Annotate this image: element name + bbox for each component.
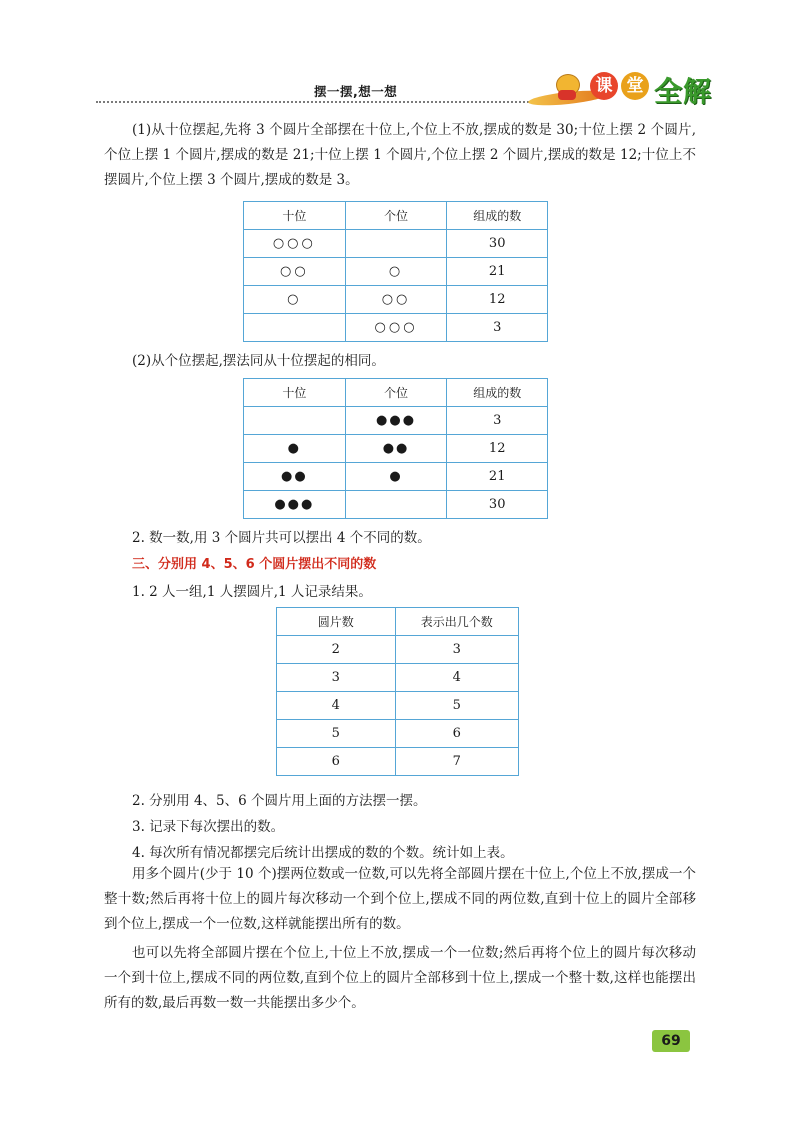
- number-count-cell: 4: [395, 664, 519, 692]
- number-count-cell: 5: [395, 692, 519, 720]
- table-row: [277, 720, 519, 748]
- table-row: [277, 664, 519, 692]
- bear-shirt-graphic: [558, 90, 576, 100]
- table-header-row: [244, 202, 548, 230]
- section-3-item-4: 4. 每次所有情况都摆完后统计出摆成的数的个数。统计如上表。: [132, 845, 514, 861]
- ones-cell: ○: [345, 258, 447, 286]
- table-tens-first: [243, 201, 548, 342]
- disc-count-cell: 5: [277, 720, 396, 748]
- table-row: [244, 435, 548, 463]
- header-cell: 十位: [244, 202, 346, 230]
- table-ones-first: [243, 378, 548, 519]
- number-cell: 21: [447, 258, 548, 286]
- header-cell: 表示出几个数: [395, 608, 519, 636]
- number-cell: 12: [447, 435, 548, 463]
- table-row: [277, 636, 519, 664]
- brand-char-tang: 堂: [621, 72, 649, 100]
- section-3-item-3: 3. 记录下每次摆出的数。: [132, 819, 285, 835]
- header-cell: 十位: [244, 379, 346, 407]
- section-3-title: 三、分别用 4、5、6 个圆片摆出不同的数: [132, 557, 377, 572]
- tens-cell: [244, 407, 346, 435]
- page-number-badge: 69: [652, 1030, 690, 1052]
- table-row: [244, 463, 548, 491]
- ones-cell: ○○○: [345, 314, 447, 342]
- ones-cell: ●●●: [345, 407, 447, 435]
- tens-cell: ○: [244, 286, 346, 314]
- disc-count-cell: 4: [277, 692, 396, 720]
- tens-cell: ●●: [244, 463, 346, 491]
- section-3-item-1: 1. 2 人一组,1 人摆圆片,1 人记录结果。: [132, 584, 372, 600]
- item-2-count: 2. 数一数,用 3 个圆片共可以摆出 4 个不同的数。: [132, 530, 431, 546]
- table-header-row: [277, 608, 519, 636]
- number-cell: 3: [447, 314, 548, 342]
- table-row: [244, 314, 548, 342]
- number-count-cell: 3: [395, 636, 519, 664]
- table-disc-count: [276, 607, 519, 776]
- brand-logo: [528, 70, 728, 108]
- brand-text-quanjie: 全解: [654, 75, 713, 108]
- number-cell: 30: [447, 230, 548, 258]
- table-row: [244, 258, 548, 286]
- header-cell: 个位: [345, 379, 447, 407]
- header-cell: 组成的数: [447, 379, 548, 407]
- table-row: [244, 286, 548, 314]
- table-row: [244, 407, 548, 435]
- ones-cell: [345, 230, 447, 258]
- header-cell: 圆片数: [277, 608, 396, 636]
- number-cell: 30: [447, 491, 548, 519]
- brand-char-ke: 课: [590, 72, 618, 100]
- table-row: [277, 748, 519, 776]
- ones-cell: [345, 491, 447, 519]
- tens-cell: [244, 314, 346, 342]
- running-header-title: 摆一摆,想一想: [314, 84, 398, 99]
- section-3-item-2: 2. 分别用 4、5、6 个圆片用上面的方法摆一摆。: [132, 793, 427, 809]
- number-cell: 3: [447, 407, 548, 435]
- disc-count-cell: 6: [277, 748, 396, 776]
- tens-cell: ○○○: [244, 230, 346, 258]
- paragraph-2: (2)从个位摆起,摆法同从十位摆起的相同。: [132, 353, 385, 369]
- table-row: [277, 692, 519, 720]
- header-cell: 组成的数: [447, 202, 548, 230]
- number-count-cell: 6: [395, 720, 519, 748]
- number-count-cell: 7: [395, 748, 519, 776]
- table-row: [244, 491, 548, 519]
- ones-cell: ●●: [345, 435, 447, 463]
- disc-count-cell: 3: [277, 664, 396, 692]
- number-cell: 21: [447, 463, 548, 491]
- table-header-row: [244, 379, 548, 407]
- paragraph-3: 用多个圆片(少于 10 个)摆两位数或一位数,可以先将全部圆片摆在十位上,个位上不放,摆成一个整十数;然后再将十位上的圆片每次移动一个到个位上,摆成不同的两位数,直到十位上的圆片全部移到个位上,摆成一个一位数,这样就能摆出所有的数。: [104, 866, 696, 932]
- tens-cell: ●: [244, 435, 346, 463]
- paragraph-1: (1)从十位摆起,先将 3 个圆片全部摆在十位上,个位上不放,摆成的数是 30;十位上摆 2 个圆片,个位上摆 1 个圆片,摆成的数是 21;十位上摆 1 个圆片,个位上摆 2 个圆片,摆成的数是 12;十位上不摆圆片,个位上摆 3 个圆片,摆成的数是 3。: [104, 122, 696, 188]
- ones-cell: ○○: [345, 286, 447, 314]
- header-dotted-rule: [96, 101, 564, 103]
- tens-cell: ●●●: [244, 491, 346, 519]
- ones-cell: ●: [345, 463, 447, 491]
- number-cell: 12: [447, 286, 548, 314]
- header-cell: 个位: [345, 202, 447, 230]
- disc-count-cell: 2: [277, 636, 396, 664]
- tens-cell: ○○: [244, 258, 346, 286]
- table-row: [244, 230, 548, 258]
- paragraph-4: 也可以先将全部圆片摆在个位上,十位上不放,摆成一个一位数;然后再将个位上的圆片每次移动一个到十位上,摆成不同的两位数,直到个位上的圆片全部移到十位上,摆成一个整十数,这样也能摆出所有的数,最后再数一数一共能摆出多少个。: [104, 945, 696, 1011]
